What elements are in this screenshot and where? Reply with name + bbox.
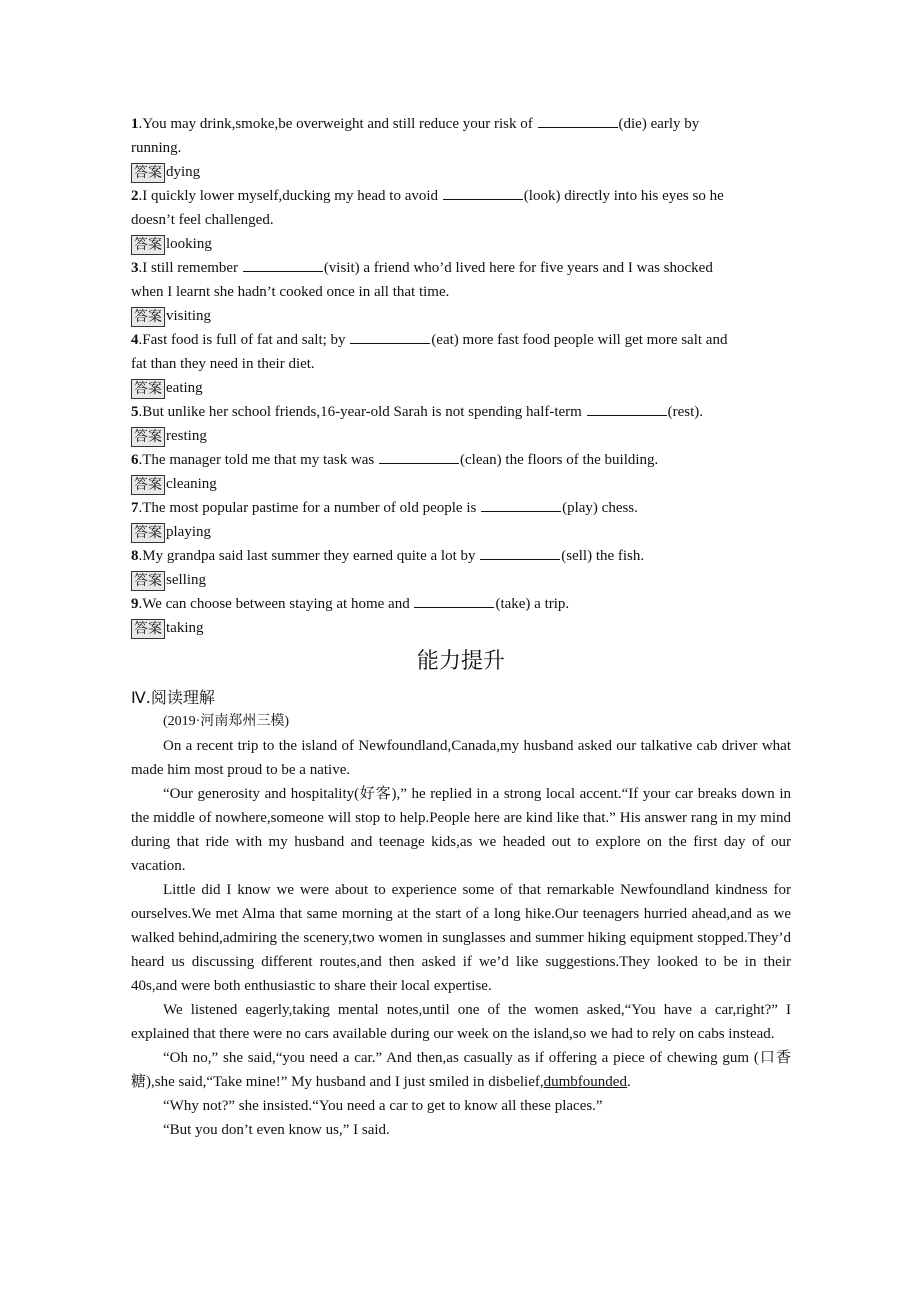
exercise-item: [131, 592, 791, 640]
passage-paragraph: We listened eagerly,taking mental notes,until one of the women asked,“You have a car,right?” I explained that there were no cars available during our week on the island,so we had to rely on cabs instead.: [131, 1002, 791, 1042]
answer-blank: [350, 331, 430, 344]
exercise-text: .My grandpa said last summer they earned quite a lot by: [138, 548, 480, 564]
exercise-hint: (clean) the floors of the building.: [460, 452, 659, 468]
answer-tag: 答案: [131, 475, 165, 495]
answer-text: visiting: [166, 308, 212, 324]
answer-tag: 答案: [131, 571, 165, 591]
answer-tag: 答案: [131, 379, 165, 399]
exercise-hint: (rest).: [667, 404, 703, 420]
answer-blank: [414, 595, 494, 608]
answer-tag: 答案: [131, 235, 165, 255]
answer-blank: [379, 451, 459, 464]
answer-tag: 答案: [131, 427, 165, 447]
paragraph-text-end: .: [626, 1074, 631, 1090]
exercise-number: 5: [131, 404, 139, 420]
answer-blank: [243, 259, 323, 272]
answer-blank: [587, 403, 667, 416]
exercise-hint: (die) early by: [618, 116, 700, 132]
answer-blank: [538, 115, 618, 128]
exercise-number: 2: [131, 188, 139, 204]
exercise-item: [131, 544, 791, 592]
answer-text: dying: [166, 164, 201, 180]
exercise-text-cont: running.: [131, 140, 182, 156]
answer-text: taking: [166, 620, 204, 636]
exercise-text: .But unlike her school friends,16-year-old Sarah is not spending half-term: [138, 404, 586, 420]
exercise-text: .We can choose between staying at home and: [138, 596, 414, 612]
exercise-text: .Fast food is full of fat and salt; by: [138, 332, 350, 348]
exercise-item: [131, 448, 791, 496]
document-page: [131, 112, 791, 1142]
source-note: (2019·河南郑州三模): [163, 714, 289, 729]
passage-paragraph: “But you don’t even know us,” I said.: [163, 1122, 390, 1138]
exercise-hint: (eat) more fast food people will get more salt and: [431, 332, 728, 348]
exercise-item: [131, 496, 791, 544]
exercise-hint: (take) a trip.: [495, 596, 570, 612]
passage-paragraph: “Why not?” she insisted.“You need a car to get to know all these places.”: [163, 1098, 603, 1114]
exercise-hint: (play) chess.: [562, 500, 638, 516]
exercise-text-cont: fat than they need in their diet.: [131, 356, 315, 372]
answer-tag: 答案: [131, 163, 165, 183]
exercise-number: 6: [131, 452, 139, 468]
answer-text: cleaning: [166, 476, 217, 492]
exercise-item: [131, 112, 791, 184]
answer-blank: [443, 187, 523, 200]
passage-paragraph: “Our generosity and hospitality(好客),” he replied in a strong local accent.“If your car breaks down in the middle of nowhere,someone will stop to help.People here are kind like that.” His answer rang in my mind during that ride with my husband and teenage kids,as we headed out to explore on the first day of our vacation.: [131, 786, 791, 874]
paragraph-text: “Oh no,” she said,“you need a car.” And then,as casually as if offering a piece of chewing gum (口香糖),she said,“Take mine!” My husband and I just smiled in disbelief,: [131, 1050, 791, 1090]
answer-text: resting: [166, 428, 207, 444]
exercise-text: .The most popular pastime for a number of old people is: [138, 500, 481, 516]
section-title: 能力提升: [416, 649, 505, 674]
exercise-text: .The manager told me that my task was: [138, 452, 379, 468]
exercise-number: 7: [131, 500, 139, 516]
exercise-item: [131, 400, 791, 448]
exercise-text: .You may drink,smoke,be overweight and still reduce your risk of: [138, 116, 537, 132]
answer-tag: 答案: [131, 619, 165, 639]
exercise-number: 8: [131, 548, 139, 564]
passage-paragraph: On a recent trip to the island of Newfoundland,Canada,my husband asked our talkative cab driver what made him most proud to be a native.: [131, 738, 791, 778]
exercise-text-cont: when I learnt she hadn’t cooked once in all that time.: [131, 284, 450, 300]
exercise-number: 3: [131, 260, 139, 276]
exercise-number: 9: [131, 596, 139, 612]
section-subtitle: Ⅳ.阅读理解: [131, 688, 215, 707]
answer-text: eating: [166, 380, 203, 396]
answer-text: selling: [166, 572, 206, 588]
exercise-hint: (sell) the fish.: [561, 548, 645, 564]
exercise-number: 4: [131, 332, 139, 348]
exercise-text: .I still remember: [138, 260, 242, 276]
exercise-text: .I quickly lower myself,ducking my head to avoid: [138, 188, 442, 204]
answer-tag: 答案: [131, 307, 165, 327]
answer-blank: [480, 547, 560, 560]
answer-text: looking: [166, 236, 212, 252]
answer-text: playing: [166, 524, 211, 540]
answer-tag: 答案: [131, 523, 165, 543]
exercise-number: 1: [131, 116, 139, 132]
exercise-hint: (look) directly into his eyes so he: [523, 188, 724, 204]
exercise-item: [131, 256, 791, 328]
underlined-word: dumbfounded: [543, 1074, 627, 1090]
exercise-hint: (visit) a friend who’d lived here for five years and I was shocked: [323, 260, 713, 276]
exercise-item: [131, 184, 791, 256]
passage-paragraph: Little did I know we were about to experience some of that remarkable Newfoundland kindness for ourselves.We met Alma that same morning at the start of a long hike.Our teenagers hurried ahead,and as we walked behind,admiring the scenery,two women in sunglasses and summer hiking equipment stopped.They’d heard us discussing different routes,and then asked if we’d like suggestions.They looked to be in their 40s,and were both enthusiastic to share their local expertise.: [131, 882, 791, 994]
answer-blank: [481, 499, 561, 512]
exercise-item: [131, 328, 791, 400]
exercise-text-cont: doesn’t feel challenged.: [131, 212, 274, 228]
passage-paragraph: [131, 1046, 791, 1094]
